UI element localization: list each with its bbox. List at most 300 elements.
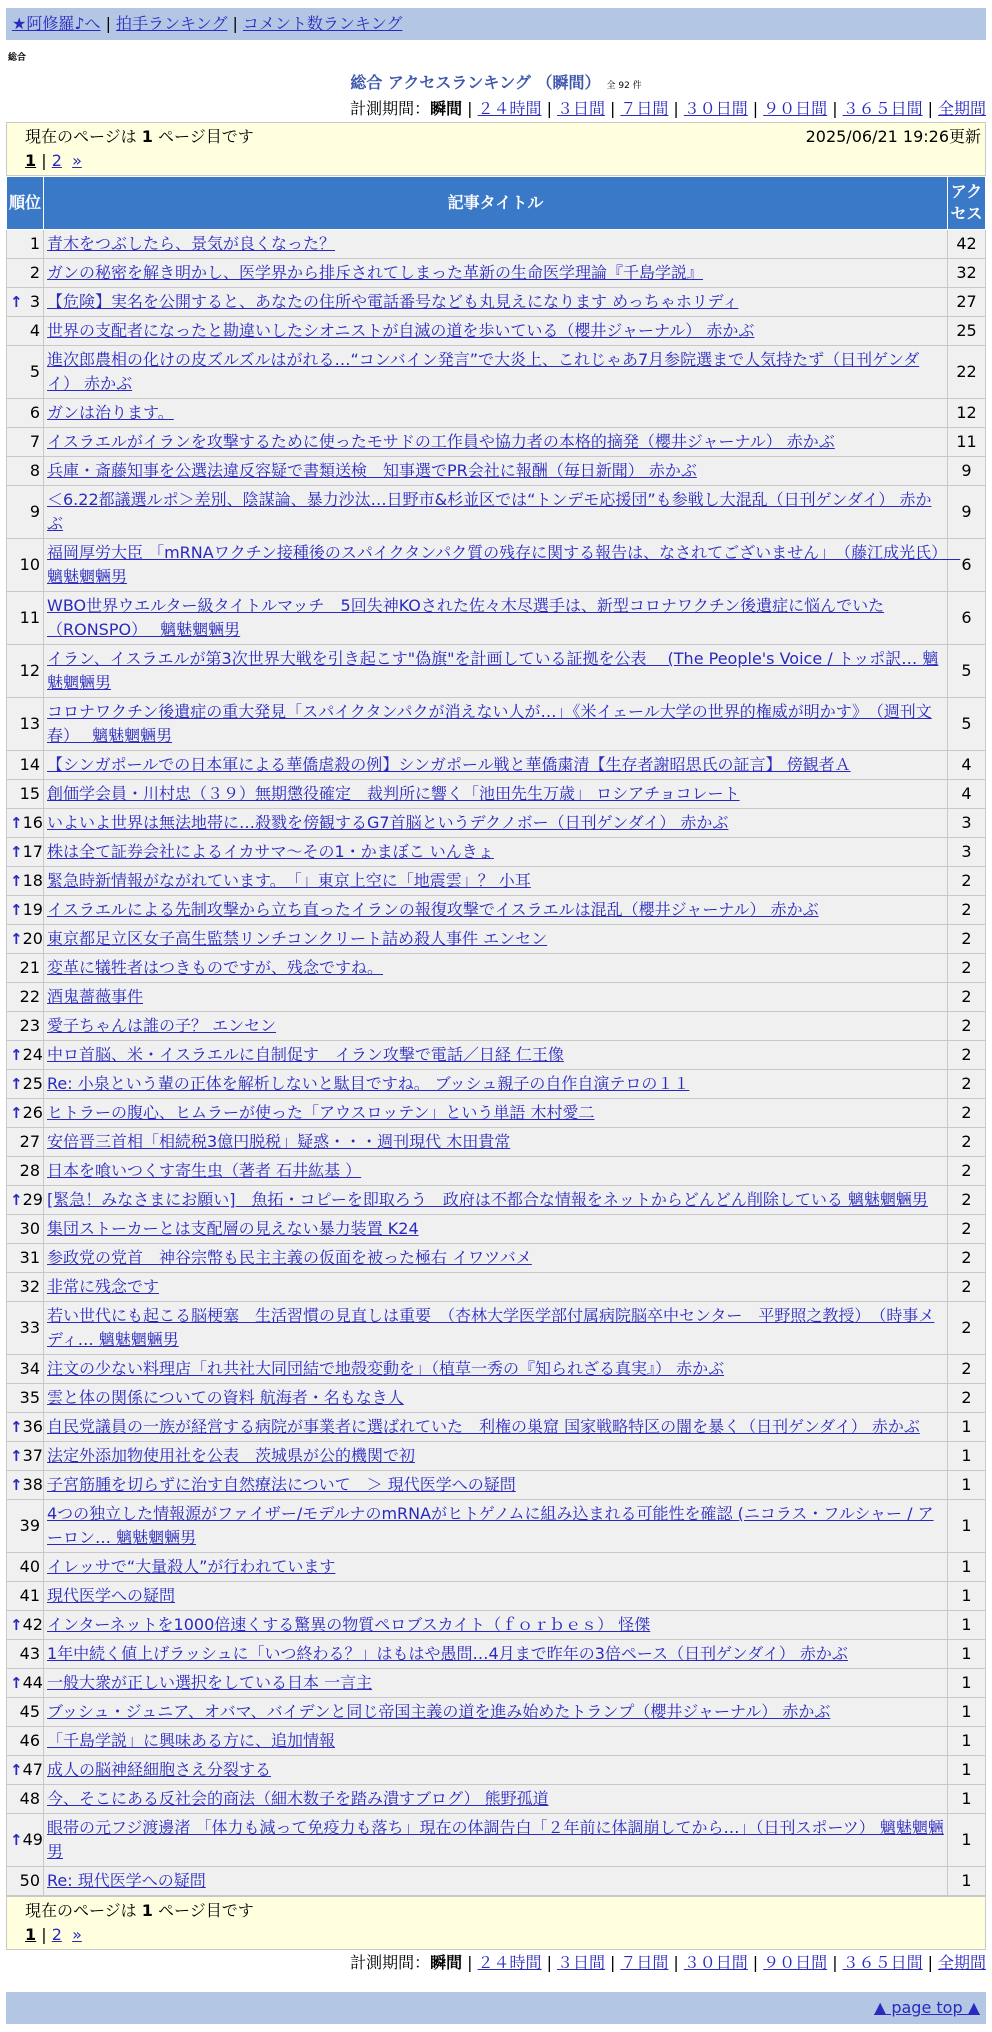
rank-number: 4	[29, 321, 40, 340]
access-count: 12	[948, 399, 986, 428]
title-cell	[44, 346, 948, 399]
rank-up-arrow-icon: ↑	[10, 901, 23, 919]
rank-number: 48	[19, 1789, 40, 1808]
article-link[interactable]: 現代医学への疑問	[47, 1586, 176, 1605]
rank-cell	[7, 1611, 44, 1640]
rank-number: 34	[19, 1359, 40, 1378]
title-cell	[44, 1582, 948, 1611]
article-link[interactable]: イスラエルによる先制攻撃から立ち直ったイランの報復攻撃でイスラエルは混乱（櫻井ジャーナル） 赤かぶ	[47, 900, 819, 919]
rank-number: 2	[29, 263, 40, 282]
table-row	[7, 288, 986, 317]
rank-number: 38	[22, 1475, 43, 1494]
rank-number: 49	[22, 1830, 43, 1849]
rank-cell	[7, 230, 44, 259]
article-link[interactable]: [緊急！みなさまにお願い] 魚拓・コピーを即取ろう 政府は不都合な情報をネットからどんどん削除している 魑魅魍魎男	[47, 1190, 928, 1209]
title-cell	[44, 428, 948, 457]
access-count: 1	[948, 1442, 986, 1471]
article-link[interactable]: 非常に残念です	[47, 1277, 160, 1296]
rank-cell	[7, 838, 44, 867]
article-link[interactable]: ガンは治ります。	[47, 403, 174, 422]
access-count: 2	[948, 1244, 986, 1273]
access-count: 2	[948, 983, 986, 1012]
table-row	[7, 1500, 986, 1553]
rank-cell	[7, 539, 44, 592]
access-count: 1	[948, 1500, 986, 1553]
access-count: 2	[948, 1070, 986, 1099]
article-link[interactable]: 福岡厚労大臣 「mRNAワクチン接種後のスパイクタンパク質の残存に関する報告は、なされてございません」 （藤江成光氏） 魑魅魍魎男	[47, 543, 961, 586]
table-row	[7, 1215, 986, 1244]
rank-up-arrow-icon: ↑	[10, 1476, 23, 1494]
rank-number: 17	[22, 842, 43, 861]
article-link[interactable]: 若い世代にも起こる脳梗塞 生活習慣の見直しは重要 （杏林大学医学部付属病院脳卒中センター 平野照之教授） （時事メディ… 魑魅魍魎男	[47, 1306, 935, 1349]
table-row	[7, 1413, 986, 1442]
article-link[interactable]: イレッサで“大量殺人”が行われています	[47, 1557, 336, 1576]
article-link[interactable]: 酒鬼薔薇事件	[47, 987, 144, 1006]
nav-separator: |	[105, 14, 111, 33]
title-cell	[44, 780, 948, 809]
article-link[interactable]: 愛子ちゃんは誰の子？ エンセン	[47, 1016, 277, 1035]
period-separator: |	[546, 99, 552, 118]
rank-cell	[7, 1698, 44, 1727]
access-count: 9	[948, 457, 986, 486]
article-link[interactable]: 創価学会員・川村忠（３９）無期懲役確定 裁判所に響く「池田先生万歳」 ロシアチョコレート	[47, 784, 740, 803]
article-link[interactable]: 雲と体の関係についての資料 航海者・名もなき人	[47, 1388, 404, 1407]
rank-number: 33	[19, 1318, 40, 1337]
rank-number: 47	[22, 1760, 43, 1779]
title-cell	[44, 317, 948, 346]
rank-number: 23	[19, 1016, 40, 1035]
access-count: 5	[948, 645, 986, 698]
article-link[interactable]: ブッシュ・ジュニア、オバマ、バイデンと同じ帝国主義の道を進み始めたトランプ（櫻井ジャーナル） 赤かぶ	[47, 1702, 831, 1721]
rank-cell	[7, 983, 44, 1012]
rank-number: 24	[22, 1045, 43, 1064]
access-count: 2	[948, 1041, 986, 1070]
access-count: 1	[948, 1698, 986, 1727]
title-cell	[44, 457, 948, 486]
article-link[interactable]: Re: 小泉という輩の正体を解析しないと駄目ですね。 ブッシュ親子の自作自演テロの１１	[47, 1074, 690, 1093]
table-row	[7, 1244, 986, 1273]
article-link[interactable]: 子宮筋腫を切らずに治す自然療法について ＞ 現代医学への疑問	[47, 1475, 516, 1494]
rank-cell	[7, 317, 44, 346]
table-row	[7, 1756, 986, 1785]
ranking-table	[6, 176, 986, 1896]
rank-cell	[7, 592, 44, 645]
title-cell	[44, 983, 948, 1012]
table-row	[7, 1698, 986, 1727]
access-count: 2	[948, 1273, 986, 1302]
comment-ranking-link[interactable]: コメント数ランキング	[242, 14, 403, 33]
title-cell	[44, 1012, 948, 1041]
current-page-text: 現在のページは 1 ページ目です	[25, 127, 254, 146]
article-link[interactable]: 青木をつぶしたら、景気が良くなった？	[47, 234, 336, 253]
breadcrumb: 総合	[8, 53, 27, 63]
rank-number: 30	[19, 1219, 40, 1238]
title-cell	[44, 1099, 948, 1128]
title-cell	[44, 1302, 948, 1355]
pager-next-arrow[interactable]: »	[72, 1925, 82, 1944]
period-link[interactable]: ９０日間	[763, 1953, 828, 1972]
title-cell	[44, 486, 948, 539]
table-row	[7, 925, 986, 954]
access-count: 1	[948, 1756, 986, 1785]
rank-cell	[7, 1553, 44, 1582]
article-link[interactable]: 東京都足立区女子高生監禁リンチコンクリート詰め殺人事件 エンセン	[47, 929, 548, 948]
period-link[interactable]: ９０日間	[763, 99, 828, 118]
period-link[interactable]: 全期間	[937, 1953, 986, 1972]
title-cell	[44, 592, 948, 645]
rank-number: 13	[19, 714, 40, 733]
period-link[interactable]: ３０日間	[683, 1953, 748, 1972]
title-cell	[44, 1669, 948, 1698]
title-cell	[44, 1785, 948, 1814]
table-row	[7, 399, 986, 428]
article-link[interactable]: 今、そこにある反社会的商法（細木数子を踏み潰すブログ） 熊野孤道	[47, 1789, 549, 1808]
title-cell	[44, 1070, 948, 1099]
table-row	[7, 1070, 986, 1099]
pager-current-page: 1	[25, 1925, 37, 1944]
nav-separator: |	[232, 14, 238, 33]
rank-number: 26	[22, 1103, 43, 1122]
period-separator: |	[752, 99, 759, 118]
home-link[interactable]: ★阿修羅♪へ	[12, 14, 101, 33]
top-nav-bar	[6, 8, 986, 40]
table-row	[7, 1384, 986, 1413]
rank-number: 21	[19, 958, 40, 977]
article-link[interactable]: 変革に犠牲者はつきものですが、残念ですね。	[47, 958, 384, 977]
rank-cell	[7, 1384, 44, 1413]
article-link[interactable]: 1年中続く値上げラッシュに「いつ終わる？」はもはや愚問…4月まで昨年の3倍ペース（日刊ゲンダイ） 赤かぶ	[47, 1644, 848, 1663]
rank-cell	[7, 1500, 44, 1553]
access-count: 1	[948, 1867, 986, 1896]
rank-cell	[7, 1727, 44, 1756]
access-count: 1	[948, 1611, 986, 1640]
rank-up-arrow-icon: ↑	[10, 814, 23, 832]
rank-cell	[7, 645, 44, 698]
article-link[interactable]: 兵庫・斎藤知事を公選法違反容疑で書類送検 知事選でPR会社に報酬（毎日新聞） 赤かぶ	[47, 461, 697, 480]
rank-number: 19	[22, 900, 43, 919]
table-row	[7, 1611, 986, 1640]
period-separator: |	[927, 99, 933, 118]
rank-number: 18	[22, 871, 43, 890]
article-link[interactable]: イスラエルがイランを攻撃するために使ったモサドの工作員や協力者の本格的摘発（櫻井ジャーナル） 赤かぶ	[47, 432, 835, 451]
table-row	[7, 983, 986, 1012]
access-count: 22	[948, 346, 986, 399]
period-separator: |	[927, 1953, 933, 1972]
rank-number: 31	[19, 1248, 40, 1267]
table-row	[7, 1669, 986, 1698]
title-cell	[44, 1814, 948, 1867]
period-link[interactable]: ７日間	[620, 99, 669, 118]
table-row	[7, 780, 986, 809]
access-count: 9	[948, 486, 986, 539]
rank-cell	[7, 1471, 44, 1500]
period-link[interactable]: ３日間	[556, 99, 605, 118]
rank-number: 10	[19, 555, 40, 574]
rank-up-arrow-icon: ↑	[10, 930, 23, 948]
access-count: 2	[948, 1012, 986, 1041]
access-count: 1	[948, 1553, 986, 1582]
title-cell	[44, 230, 948, 259]
access-count: 42	[948, 230, 986, 259]
rank-cell	[7, 954, 44, 983]
rank-number: 14	[19, 755, 40, 774]
rank-cell	[7, 1186, 44, 1215]
table-row	[7, 317, 986, 346]
rank-number: 39	[19, 1516, 40, 1535]
access-count: 2	[948, 896, 986, 925]
rank-cell	[7, 896, 44, 925]
page-title-row	[6, 70, 986, 96]
period-link[interactable]: 全期間	[937, 99, 986, 118]
title-cell	[44, 698, 948, 751]
rank-number: 43	[19, 1644, 40, 1663]
rank-up-arrow-icon: ↑	[10, 1674, 23, 1692]
table-row	[7, 1128, 986, 1157]
title-cell	[44, 896, 948, 925]
rank-cell	[7, 698, 44, 751]
access-count: 6	[948, 539, 986, 592]
table-row	[7, 1471, 986, 1500]
period-separator: |	[832, 99, 838, 118]
period-link[interactable]: ２４時間	[477, 99, 542, 118]
pagination: 1 | 2 »	[25, 151, 82, 170]
access-count: 2	[948, 1128, 986, 1157]
table-row	[7, 1355, 986, 1384]
updated-timestamp: 2025/06/21 19:26更新	[805, 127, 981, 146]
rank-number: 36	[22, 1417, 43, 1436]
period-link[interactable]: ７日間	[620, 1953, 669, 1972]
access-count: 3	[948, 809, 986, 838]
table-row	[7, 457, 986, 486]
period-selector-top	[6, 96, 986, 122]
rank-cell	[7, 867, 44, 896]
rank-number: 50	[19, 1871, 40, 1890]
period-link[interactable]: ３日間	[556, 1953, 605, 1972]
article-link[interactable]: 緊急時新情報がながれています。 「」東京上空に「地震雲」？ 小耳	[47, 871, 531, 890]
access-count: 25	[948, 317, 986, 346]
table-row	[7, 1442, 986, 1471]
period-label: 計測期間：	[350, 1953, 431, 1972]
article-link[interactable]: 【シンガポールでの日本軍による華僑虐殺の例】シンガポール戦と華僑粛清【生存者謝昭思氏の証言】 傍観者Ａ	[47, 755, 851, 774]
table-row	[7, 592, 986, 645]
title-cell	[44, 1756, 948, 1785]
pager-next-arrow[interactable]: »	[72, 151, 82, 170]
title-cell	[44, 1186, 948, 1215]
bottom-bar	[6, 1992, 986, 2024]
access-count: 1	[948, 1814, 986, 1867]
period-link[interactable]: ２４時間	[477, 1953, 542, 1972]
rank-number: 32	[19, 1277, 40, 1296]
table-row	[7, 1302, 986, 1355]
access-count: 6	[948, 592, 986, 645]
access-count: 5	[948, 698, 986, 751]
rank-number: 8	[29, 461, 40, 480]
rank-cell	[7, 1099, 44, 1128]
period-separator: |	[673, 1953, 679, 1972]
rank-cell	[7, 751, 44, 780]
rank-number: 7	[29, 432, 40, 451]
table-row	[7, 1186, 986, 1215]
article-link[interactable]: 進次郎農相の化けの皮ズルズルはがれる…“コンバイン発言”で大炎上、これじゃあ7月参院選まで人気持たず（日刊ゲンダイ） 赤かぶ	[47, 350, 920, 393]
table-row	[7, 1867, 986, 1896]
header-title: 記事タイトル	[44, 177, 948, 230]
title-cell	[44, 809, 948, 838]
period-separator: |	[609, 1953, 616, 1972]
rank-cell	[7, 399, 44, 428]
table-row	[7, 838, 986, 867]
page-top-link[interactable]: ▲ page top ▲	[873, 1998, 980, 2017]
article-link[interactable]: インターネットを1000倍速くする驚異の物質ペロブスカイト（ｆｏｒｂｅｓ） 怪傑	[47, 1615, 651, 1634]
rank-cell	[7, 457, 44, 486]
table-row	[7, 954, 986, 983]
article-link[interactable]: 成人の脳神経細胞さえ分裂する	[47, 1760, 272, 1779]
article-link[interactable]: 世界の支配者になったと勘違いしたシオニストが自滅の道を歩いている（櫻井ジャーナル） 赤かぶ	[47, 321, 755, 340]
title-cell	[44, 1867, 948, 1896]
article-link[interactable]: 法定外添加物使用社を公表 茨城県が公的機関で初	[47, 1446, 416, 1465]
rank-number: 25	[22, 1074, 43, 1093]
period-link[interactable]: ３６５日間	[842, 99, 923, 118]
title-cell	[44, 399, 948, 428]
title-cell	[44, 1355, 948, 1384]
article-link[interactable]: 集団ストーカーとは支配層の見えない暴力装置 K24	[47, 1219, 419, 1238]
table-row	[7, 1273, 986, 1302]
rank-number: 42	[22, 1615, 43, 1634]
access-count: 11	[948, 428, 986, 457]
table-row	[7, 1012, 986, 1041]
rank-up-arrow-icon: ↑	[10, 1046, 23, 1064]
access-count: 32	[948, 259, 986, 288]
title-cell	[44, 1442, 948, 1471]
rank-up-arrow-icon: ↑	[10, 1761, 23, 1779]
title-cell	[44, 539, 961, 592]
rank-cell	[7, 1413, 44, 1442]
title-cell	[44, 1471, 948, 1500]
article-link[interactable]: 一般大衆が正しい選択をしている日本 一言主	[47, 1673, 373, 1692]
title-cell	[44, 1128, 948, 1157]
rank-number: 44	[22, 1673, 43, 1692]
clap-ranking-link[interactable]: 拍手ランキング	[115, 14, 228, 33]
access-count: 4	[948, 780, 986, 809]
title-cell	[44, 867, 948, 896]
header-access: アクセス	[948, 177, 986, 230]
title-cell	[44, 288, 948, 317]
rank-cell	[7, 288, 44, 317]
article-link[interactable]: 参政党の党首 神谷宗幣も民主主義の仮面を被った極右 イワツバメ	[47, 1248, 532, 1267]
title-cell	[44, 1727, 948, 1756]
table-row	[7, 486, 986, 539]
period-separator: |	[467, 1953, 473, 1972]
rank-up-arrow-icon: ↑	[10, 1616, 23, 1634]
rank-up-arrow-icon: ↑	[10, 1447, 23, 1465]
pager-page-2[interactable]: 2	[51, 151, 62, 170]
rank-number: 20	[22, 929, 43, 948]
rank-cell	[7, 1582, 44, 1611]
title-cell	[44, 1413, 948, 1442]
access-count: 2	[948, 1355, 986, 1384]
table-row	[7, 1099, 986, 1128]
title-cell	[44, 751, 948, 780]
title-cell	[44, 1157, 948, 1186]
title-cell	[44, 1500, 948, 1553]
access-count: 2	[948, 1186, 986, 1215]
article-link[interactable]: 「千島学説」に興味ある方に、追加情報	[47, 1731, 336, 1750]
article-link[interactable]: コロナワクチン後遺症の重大発見「スパイクタンパクが消えない人が…」《米イェール大学の世界的権威が明かす》 （週刊文春） 魑魅魍魎男	[47, 702, 932, 745]
title-cell	[44, 1553, 948, 1582]
rank-cell	[7, 1041, 44, 1070]
rank-cell	[7, 1302, 44, 1355]
article-link[interactable]: いよいよ世界は無法地帯に…殺戮を傍観するG7首脳というデクノボー（日刊ゲンダイ） 赤かぶ	[47, 813, 729, 832]
pager-page-2[interactable]: 2	[51, 1925, 62, 1944]
article-link[interactable]: 中ロ首脳、米・イスラエルに自制促す イラン攻撃で電話／日経 仁王像	[47, 1045, 564, 1064]
title-cell	[44, 1611, 948, 1640]
rank-number: 22	[19, 987, 40, 1006]
article-link[interactable]: ＜6.22都議選ルポ＞差別、陰謀論、暴力沙汰…日野市&杉並区では“トンデモ応援団”も参戦し大混乱（日刊ゲンダイ） 赤かぶ	[47, 490, 932, 533]
access-count: 2	[948, 1099, 986, 1128]
article-link[interactable]: ヒトラーの腹心、ヒムラーが使った「アウスロッテン」という単語 木村愛二	[47, 1103, 595, 1122]
article-link[interactable]: WBO世界ウエルター級タイトルマッチ 5回失神KOされた佐々木尽選手は、新型コロナワクチン後遺症に悩んでいた（RONSPO） 魑魅魍魎男	[47, 596, 885, 639]
article-link[interactable]: 【危険】実名を公開すると、あなたの住所や電話番号なども丸見えになります めっちゃホリディ	[47, 292, 739, 311]
access-count: 3	[948, 838, 986, 867]
table-row	[7, 1041, 986, 1070]
rank-up-arrow-icon: ↑	[10, 843, 23, 861]
access-count: 1	[948, 1785, 986, 1814]
article-link[interactable]: Re: 現代医学への疑問	[47, 1871, 206, 1890]
access-count: 1	[948, 1727, 986, 1756]
rank-number: 15	[19, 784, 40, 803]
article-link[interactable]: 注文の少ない料理店「れ共社大同団結で地殻変動を」（植草一秀の『知られざる真実』） 赤かぶ	[47, 1359, 725, 1378]
period-link[interactable]: ３０日間	[683, 99, 748, 118]
rank-number: 5	[29, 362, 40, 381]
rank-number: 28	[19, 1161, 40, 1180]
rank-number: 35	[19, 1388, 40, 1407]
access-count: 4	[948, 751, 986, 780]
rank-number: 37	[22, 1446, 43, 1465]
article-link[interactable]: 日本を喰いつくす寄生虫（著者 石井紘基 ）	[47, 1161, 362, 1180]
access-count: 2	[948, 1215, 986, 1244]
page-info-top	[6, 122, 986, 176]
access-count: 2	[948, 867, 986, 896]
table-row	[7, 259, 986, 288]
article-link[interactable]: 眼帯の元フジ渡邊渚 「体力も減って免疫力も落ち」現在の体調告白「２年前に体調崩してから…」（日刊スポーツ） 魑魅魍魎男	[47, 1818, 944, 1861]
article-link[interactable]: 株は全て証券会社によるイカサマ～その1・かまぼこ いんきょ	[47, 842, 494, 861]
rank-cell	[7, 1756, 44, 1785]
access-count: 2	[948, 1157, 986, 1186]
access-count: 2	[948, 1384, 986, 1413]
period-separator: |	[673, 99, 679, 118]
rank-number: 3	[29, 292, 40, 311]
access-count: 2	[948, 925, 986, 954]
article-link[interactable]: 自民党議員の一族が経営する病院が事業者に選ばれていた 利権の巣窟 国家戦略特区の闇を暴く（日刊ゲンダイ） 赤かぶ	[47, 1417, 920, 1436]
access-count: 2	[948, 1302, 986, 1355]
title-cell	[44, 1244, 948, 1273]
period-separator: |	[609, 99, 616, 118]
rank-cell	[7, 346, 44, 399]
period-link[interactable]: ３６５日間	[842, 1953, 923, 1972]
table-row	[7, 645, 986, 698]
rank-cell	[7, 428, 44, 457]
article-link[interactable]: 安倍晋三首相「相続税3億円脱税」疑惑・・・週刊現代 木田貴常	[47, 1132, 511, 1151]
title-cell	[44, 645, 948, 698]
article-link[interactable]: 4つの独立した情報源がファイザー/モデルナのmRNAがヒトゲノムに組み込まれる可能性を確認 (ニコラス・フルシャー / アーロン… 魑魅魍魎男	[47, 1504, 934, 1547]
rank-number: 40	[19, 1557, 40, 1576]
table-row	[7, 698, 986, 751]
article-link[interactable]: イラン、イスラエルが第3次世界大戦を引き起こす"偽旗"を計画している証拠を公表 (The People's Voice / トッポ訳… 魑魅魍魎男	[47, 649, 939, 692]
title-cell	[44, 1698, 948, 1727]
pager-current-page: 1	[25, 151, 37, 170]
article-link[interactable]: ガンの秘密を解き明かし、医学界から排斥されてしまった革新の生命医学理論『千島学説』	[47, 263, 704, 282]
header-rank: 順位	[7, 177, 44, 230]
table-row	[7, 1785, 986, 1814]
